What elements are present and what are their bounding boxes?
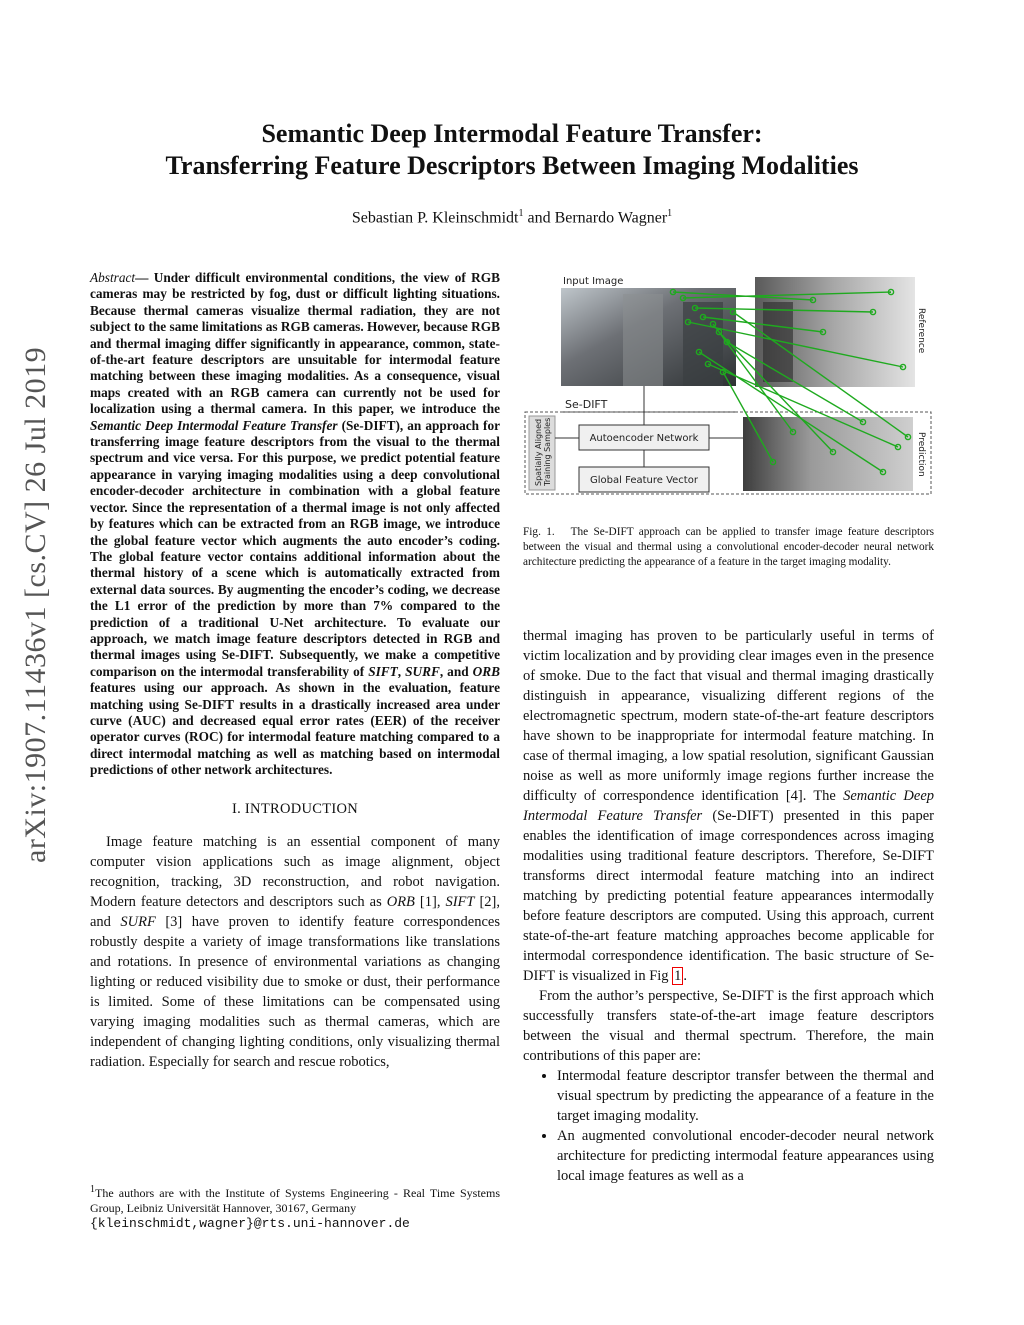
intro-text: [3] have proven to identify feature correspondences robustly despite a variety of image transformations like translations and rotations. In presence of environmental variations as changing lighting or reduced visibility due to smoke or dust, their performance is limited. Some of these limitations can be compensated using varying imaging modalities such as thermal cameras, which are independent of changing lighting conditions, only visualizing thermal radiation. Especially for search and rescue robotics, bbox=[90, 913, 500, 1070]
paper-title bbox=[0, 118, 1024, 182]
abstract-label: Abstract bbox=[90, 270, 136, 285]
abstract-method-name: Semantic Deep Intermodal Feature Transfer bbox=[90, 417, 338, 433]
title-line-1: Semantic Deep Intermodal Feature Transfer: bbox=[261, 119, 763, 148]
caption-text: The Se-DIFT approach can be applied to transfer image feature descriptors between the visual and thermal using a convolutional encoder-decoder neural network architecture predicting the appearance of a feature in the target imaging modality. bbox=[523, 526, 934, 568]
abstract-text: Under difficult environmental conditions, the view of RGB cameras may be restricted by fog, dust or difficult lighting situations. Because thermal cameras visualize thermal radiation, they are not subject to the same limitations as RGB cameras. However, because RGB and thermal imaging differ significantly in appearance, common, state-of-the-art feature descriptors are unsuitable for intermodal feature matching between these imaging modalities. As a consequence, visual maps created with an RGB camera can currently not be used for localization using a thermal camera. In this paper, we introduce the bbox=[90, 270, 500, 417]
contributions-list bbox=[523, 1066, 934, 1186]
reference-label: Reference bbox=[916, 308, 926, 354]
abstract-surf: SURF bbox=[405, 663, 440, 679]
global-feature-label: Global Feature Vector bbox=[590, 475, 698, 486]
affiliation-mark: 1 bbox=[518, 208, 524, 219]
abstract-orb: ORB bbox=[472, 663, 500, 679]
list-item: • Intermodal feature descriptor transfer between the thermal and visual spectrum by predicting the appearance of a feature in the target imaging modality. bbox=[557, 1066, 934, 1126]
intro-orb: ORB bbox=[386, 893, 415, 910]
abstract-sift: SIFT bbox=[368, 663, 398, 679]
building-facade bbox=[623, 294, 663, 386]
caption-label: Fig. 1. bbox=[523, 526, 555, 538]
intro-text: [1], bbox=[414, 893, 446, 910]
footnote-text: The authors are with the Institute of Systems Engineering - Real Time Systems Group, Leibniz Universität Hannover, 30167, Germany bbox=[90, 1186, 500, 1215]
footnote-email: {kleinschmidt,wagner}@rts.uni-hannover.de bbox=[90, 1216, 410, 1231]
training-label: Training Samples bbox=[543, 417, 552, 486]
author-name: Bernardo Wagner bbox=[554, 209, 668, 227]
intro-text: Image feature matching is an essential component of many computer vision applications such as image alignment, object recognition, tracking, 3D reconstruction, and robot navigation. Modern feature detectors and descriptors such as bbox=[90, 833, 500, 910]
intro-surf: SURF bbox=[120, 913, 156, 930]
abstract-text: (Se-DIFT), an approach for transferring image feature descriptors from the visual to the thermal spectrum and vice versa. For this purpose, we predict potential feature appearance in varying imaging modalities using a deep convolutional encoder-decoder architecture in combination with a global feature vector. Since the representation of a thermal image is not only affected by features which can be extracted from an RGB image, we introduce the global feature vector which augments the auto encoder’s coding. The global feature vector contains additional information about the thermal history of a scene which is automatically extracted from external data sources. By augmenting the encoder’s coding, we decrease the L1 error of the prediction by more than 7% compared to the prediction of a traditional U-Net architecture. To evaluate our approach, we match image feature descriptors detected in RGB and thermal images using Se-DIFT. Subsequently, we make a competitive comparison on the intermodal transferability of bbox=[90, 417, 501, 679]
affiliation-mark: 1 bbox=[667, 208, 673, 219]
intro-text: (Se-DIFT) presented in this paper enables the identification of image correspondences across imaging modalities using traditional feature descriptors. Therefore, Se-DIFT transforms direct intermodal feature matching into an indirect matching by predicting potential feature appearances intermodally before feature descriptors are computed. Using this approach, current state-of-the-art feature matching approaches become applicable for intermodal correspondence identification. The basic structure of Se-DIFT is visualized in Fig bbox=[523, 808, 934, 984]
arxiv-stamp: arXiv:1907.11436v1 [cs.CV] 26 Jul 2019 bbox=[19, 346, 52, 863]
prediction-label: Prediction bbox=[916, 432, 926, 477]
abstract-text: , bbox=[397, 663, 406, 679]
se-dift-diagram bbox=[523, 272, 934, 522]
abstract-text: features using our approach. As shown in the evaluation, feature matching using Se-DIFT results in a drastically increased area under curve (AUC) and decreased equal error rates (EER) of the receiver operator curves (ROC) for intermodal feature matching compared to a direct intermodal matching as well as matching based on intermodal predictions of other network architectures. bbox=[90, 680, 500, 778]
intro-method-name: Semantic Deep Intermodal Feature Transfer bbox=[523, 788, 935, 824]
author-list bbox=[0, 208, 1024, 227]
autoencoder-label: Autoencoder Network bbox=[589, 433, 699, 444]
figure-1 bbox=[523, 272, 934, 522]
left-column bbox=[90, 270, 500, 1072]
section-heading: I. INTRODUCTION bbox=[231, 800, 359, 817]
list-item: • An augmented convolutional encoder-decoder neural network architecture for predicting intermodal feature appearances using local image features as well as a bbox=[557, 1126, 934, 1186]
intro-paragraph-continued bbox=[523, 626, 934, 986]
se-dift-label: Se-DIFT bbox=[565, 398, 608, 411]
figure-caption bbox=[523, 525, 934, 570]
contributions-intro: From the author’s perspective, Se-DIFT is the first approach which successfully transfers state-of-the-art image feature descriptors between the visual and thermal spectrum. Therefore, the main contributions of this paper are: bbox=[523, 988, 934, 1064]
title-line-2: Transferring Feature Descriptors Between Imaging Modalities bbox=[165, 151, 859, 180]
intro-text: thermal imaging has proven to be particularly useful in terms of victim localization and by providing clear images even in the presence of smoke. Due to the fact that visual and thermal imaging drastically distinguish in appearance, visualizing different regions of the electromagnetic spectrum, modern state-of-the-art feature descriptors have shown to be inappropriate for intermodal feature matching. In case of thermal imaging, a low spatial resolution, significant Gaussian noise as well as more uniformly image regions further increase the difficulty of correspondence identification [4]. The bbox=[523, 628, 934, 804]
input-image-label: Input Image bbox=[563, 276, 624, 287]
intro-sift: SIFT bbox=[445, 893, 475, 910]
reference-dark-region bbox=[763, 302, 793, 382]
footnote-mark: 1 bbox=[90, 1184, 95, 1195]
author-conjunction: and bbox=[523, 209, 555, 227]
abstract bbox=[90, 270, 500, 779]
abstract-text: , and bbox=[439, 663, 473, 679]
footnote bbox=[90, 1182, 500, 1231]
figure-reference-link[interactable]: 1 bbox=[674, 968, 682, 984]
right-column bbox=[523, 626, 934, 1186]
intro-paragraph bbox=[90, 832, 500, 1072]
author-name: Sebastian P. Kleinschmidt bbox=[351, 209, 519, 227]
abstract-dash: — bbox=[135, 270, 149, 285]
intro-text: . bbox=[683, 968, 688, 984]
spatial-label: Spatially Aligned bbox=[534, 418, 543, 486]
intro-text: [2], and bbox=[90, 893, 500, 930]
